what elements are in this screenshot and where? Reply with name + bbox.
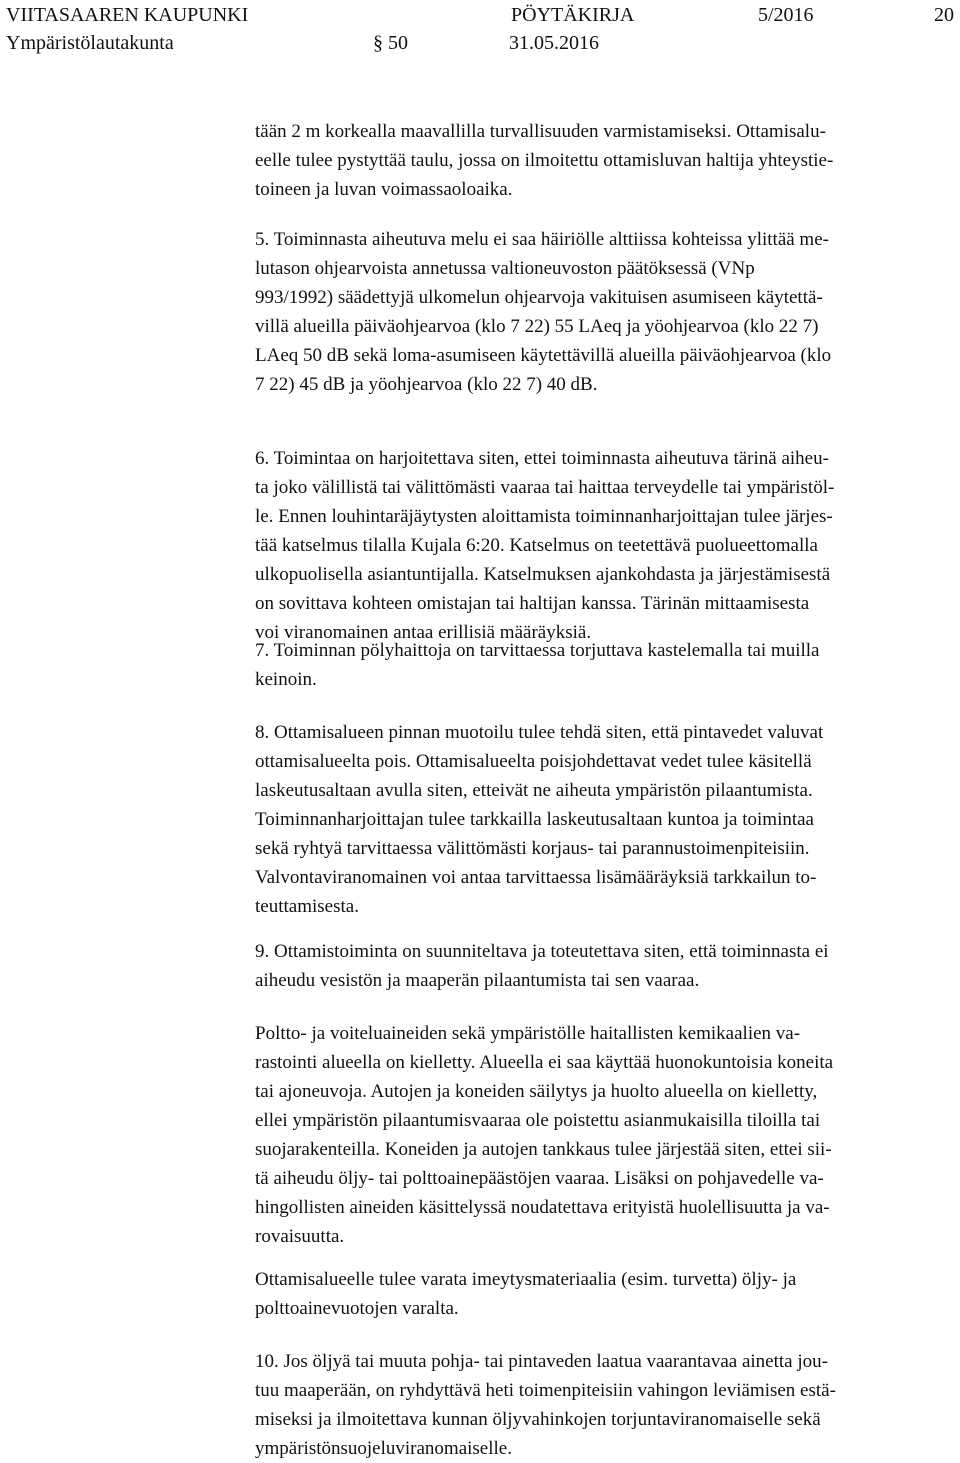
text-line: suojarakenteilla. Koneiden ja autojen tankkaus tulee järjestää siten, ettei sii-	[255, 1139, 832, 1160]
text-line: 7. Toiminnan pölyhaittoja on tarvittaessa torjuttava kastelemalla tai muilla	[255, 640, 820, 661]
text-line: miseksi ja ilmoitettava kunnan öljyvahinkojen torjuntaviranomaiselle sekä	[255, 1409, 821, 1430]
text-line: Toiminnanharjoittajan tulee tarkkailla laskeutusaltaan kuntoa ja toimintaa	[255, 809, 814, 830]
text-line: polttoainevuotojen varalta.	[255, 1298, 459, 1319]
organization-name: VIITASAAREN KAUPUNKI	[6, 4, 249, 26]
text-line: 5. Toiminnasta aiheutuva melu ei saa häiriölle alttiissa kohteissa ylittää me-	[255, 229, 829, 250]
text-line: 8. Ottamisalueen pinnan muotoilu tulee tehdä siten, että pintavedet valuvat	[255, 722, 824, 743]
paragraph	[255, 636, 958, 694]
document-number: 5/2016	[758, 4, 814, 26]
committee-name: Ympäristölautakunta	[6, 32, 174, 54]
paragraph	[255, 1347, 958, 1463]
paragraph	[255, 225, 958, 399]
paragraph	[255, 937, 958, 995]
text-line: rovaisuutta.	[255, 1226, 345, 1247]
text-line: voi viranomainen antaa erillisiä määräyksiä.	[255, 622, 592, 643]
text-line: on sovittava kohteen omistajan tai haltijan kanssa. Tärinän mittaamisesta	[255, 593, 810, 614]
paragraph	[255, 444, 958, 647]
text-line: tään 2 m korkealla maavallilla turvallisuuden varmistamiseksi. Ottamisalu-	[255, 121, 826, 142]
text-line: 9. Ottamistoiminta on suunniteltava ja toteutettava siten, että toiminnasta ei	[255, 941, 829, 962]
text-line: teuttamisesta.	[255, 896, 359, 917]
text-line: 6. Toimintaa on harjoitettava siten, ettei toiminnasta aiheutuva tärinä aiheu-	[255, 448, 829, 469]
paragraph	[255, 718, 958, 921]
text-line: le. Ennen louhintaräjäytysten aloittamista toiminnanharjoittajan tulee järjes-	[255, 506, 833, 527]
text-line: tai ajoneuvoja. Autojen ja koneiden säilytys ja huolto alueella on kielletty,	[255, 1081, 818, 1102]
text-line: tää katselmus tilalla Kujala 6:20. Katselmus on teetettävä puolueettomalla	[255, 535, 818, 556]
text-line: eelle tulee pystyttää taulu, jossa on ilmoitettu ottamisluvan haltija yhteystie-	[255, 150, 834, 171]
text-line: ottamisalueelta pois. Ottamisalueelta poisjohdettavat vedet tulee käsitellä	[255, 751, 812, 772]
text-line: villä alueilla päiväohjearvoa (klo 7 22) 55 LAeq ja yöohjearvoa (klo 22 7)	[255, 316, 819, 337]
text-line: tuu maaperään, on ryhdyttävä heti toimenpiteisiin vahingon leviämisen estä-	[255, 1380, 836, 1401]
text-line: Valvontaviranomainen voi antaa tarvittaessa lisämääräyksiä tarkkailun to-	[255, 867, 817, 888]
paragraph	[255, 1265, 958, 1323]
text-line: aiheudu vesistön ja maaperän pilaantumista tai sen vaaraa.	[255, 970, 700, 991]
paragraph	[255, 1019, 958, 1251]
text-line: laskeutusaltaan avulla siten, etteivät ne aiheuta ympäristön pilaantumista.	[255, 780, 813, 801]
text-line: ellei ympäristön pilaantumisvaaraa ole poistettu asianmukaisilla tiloilla tai	[255, 1110, 821, 1131]
text-line: 7 22) 45 dB ja yöohjearvoa (klo 22 7) 40 dB.	[255, 374, 598, 395]
text-line: rastointi alueella on kielletty. Alueella ei saa käyttää huonokuntoisia koneita	[255, 1052, 834, 1073]
section-number: § 50	[373, 32, 408, 54]
text-line: 10. Jos öljyä tai muuta pohja- tai pintaveden laatua vaarantavaa ainetta jou-	[255, 1351, 828, 1372]
text-line: keinoin.	[255, 669, 317, 690]
text-line: toineen ja luvan voimassaoloaika.	[255, 179, 513, 200]
text-line: Ottamisalueelle tulee varata imeytysmateriaalia (esim. turvetta) öljy- ja	[255, 1269, 797, 1290]
text-line: ulkopuolisella asiantuntijalla. Katselmuksen ajankohdasta ja järjestämisestä	[255, 564, 831, 585]
document-type: PÖYTÄKIRJA	[511, 4, 635, 26]
text-line: Poltto- ja voiteluaineiden sekä ympäristölle haitallisten kemikaalien va-	[255, 1023, 801, 1044]
meeting-date: 31.05.2016	[509, 32, 599, 54]
text-line: ta joko välillistä tai välittömästi vaaraa tai haittaa terveydelle tai ympäristöl-	[255, 477, 835, 498]
text-line: tä aiheudu öljy- tai polttoainepäästöjen vaaraa. Lisäksi on pohjavedelle va-	[255, 1168, 824, 1189]
paragraph	[255, 117, 958, 204]
text-line: hingollisten aineiden käsittelyssä noudatettava erityistä huolellisuutta ja va-	[255, 1197, 830, 1218]
text-line: 993/1992) säädettyjä ulkomelun ohjearvoja vakituisen asumiseen käytettä-	[255, 287, 823, 308]
text-line: LAeq 50 dB sekä loma-asumiseen käytettävillä alueilla päiväohjearvoa (klo	[255, 345, 832, 366]
text-line: lutason ohjearvoista annetussa valtioneuvoston päätöksessä (VNp	[255, 258, 755, 279]
text-line: sekä ryhtyä tarvittaessa välittömästi korjaus- tai parannustoimenpiteisiin.	[255, 838, 810, 859]
text-line: ympäristönsuojeluviranomaiselle.	[255, 1438, 512, 1459]
page-number: 20	[934, 4, 954, 26]
